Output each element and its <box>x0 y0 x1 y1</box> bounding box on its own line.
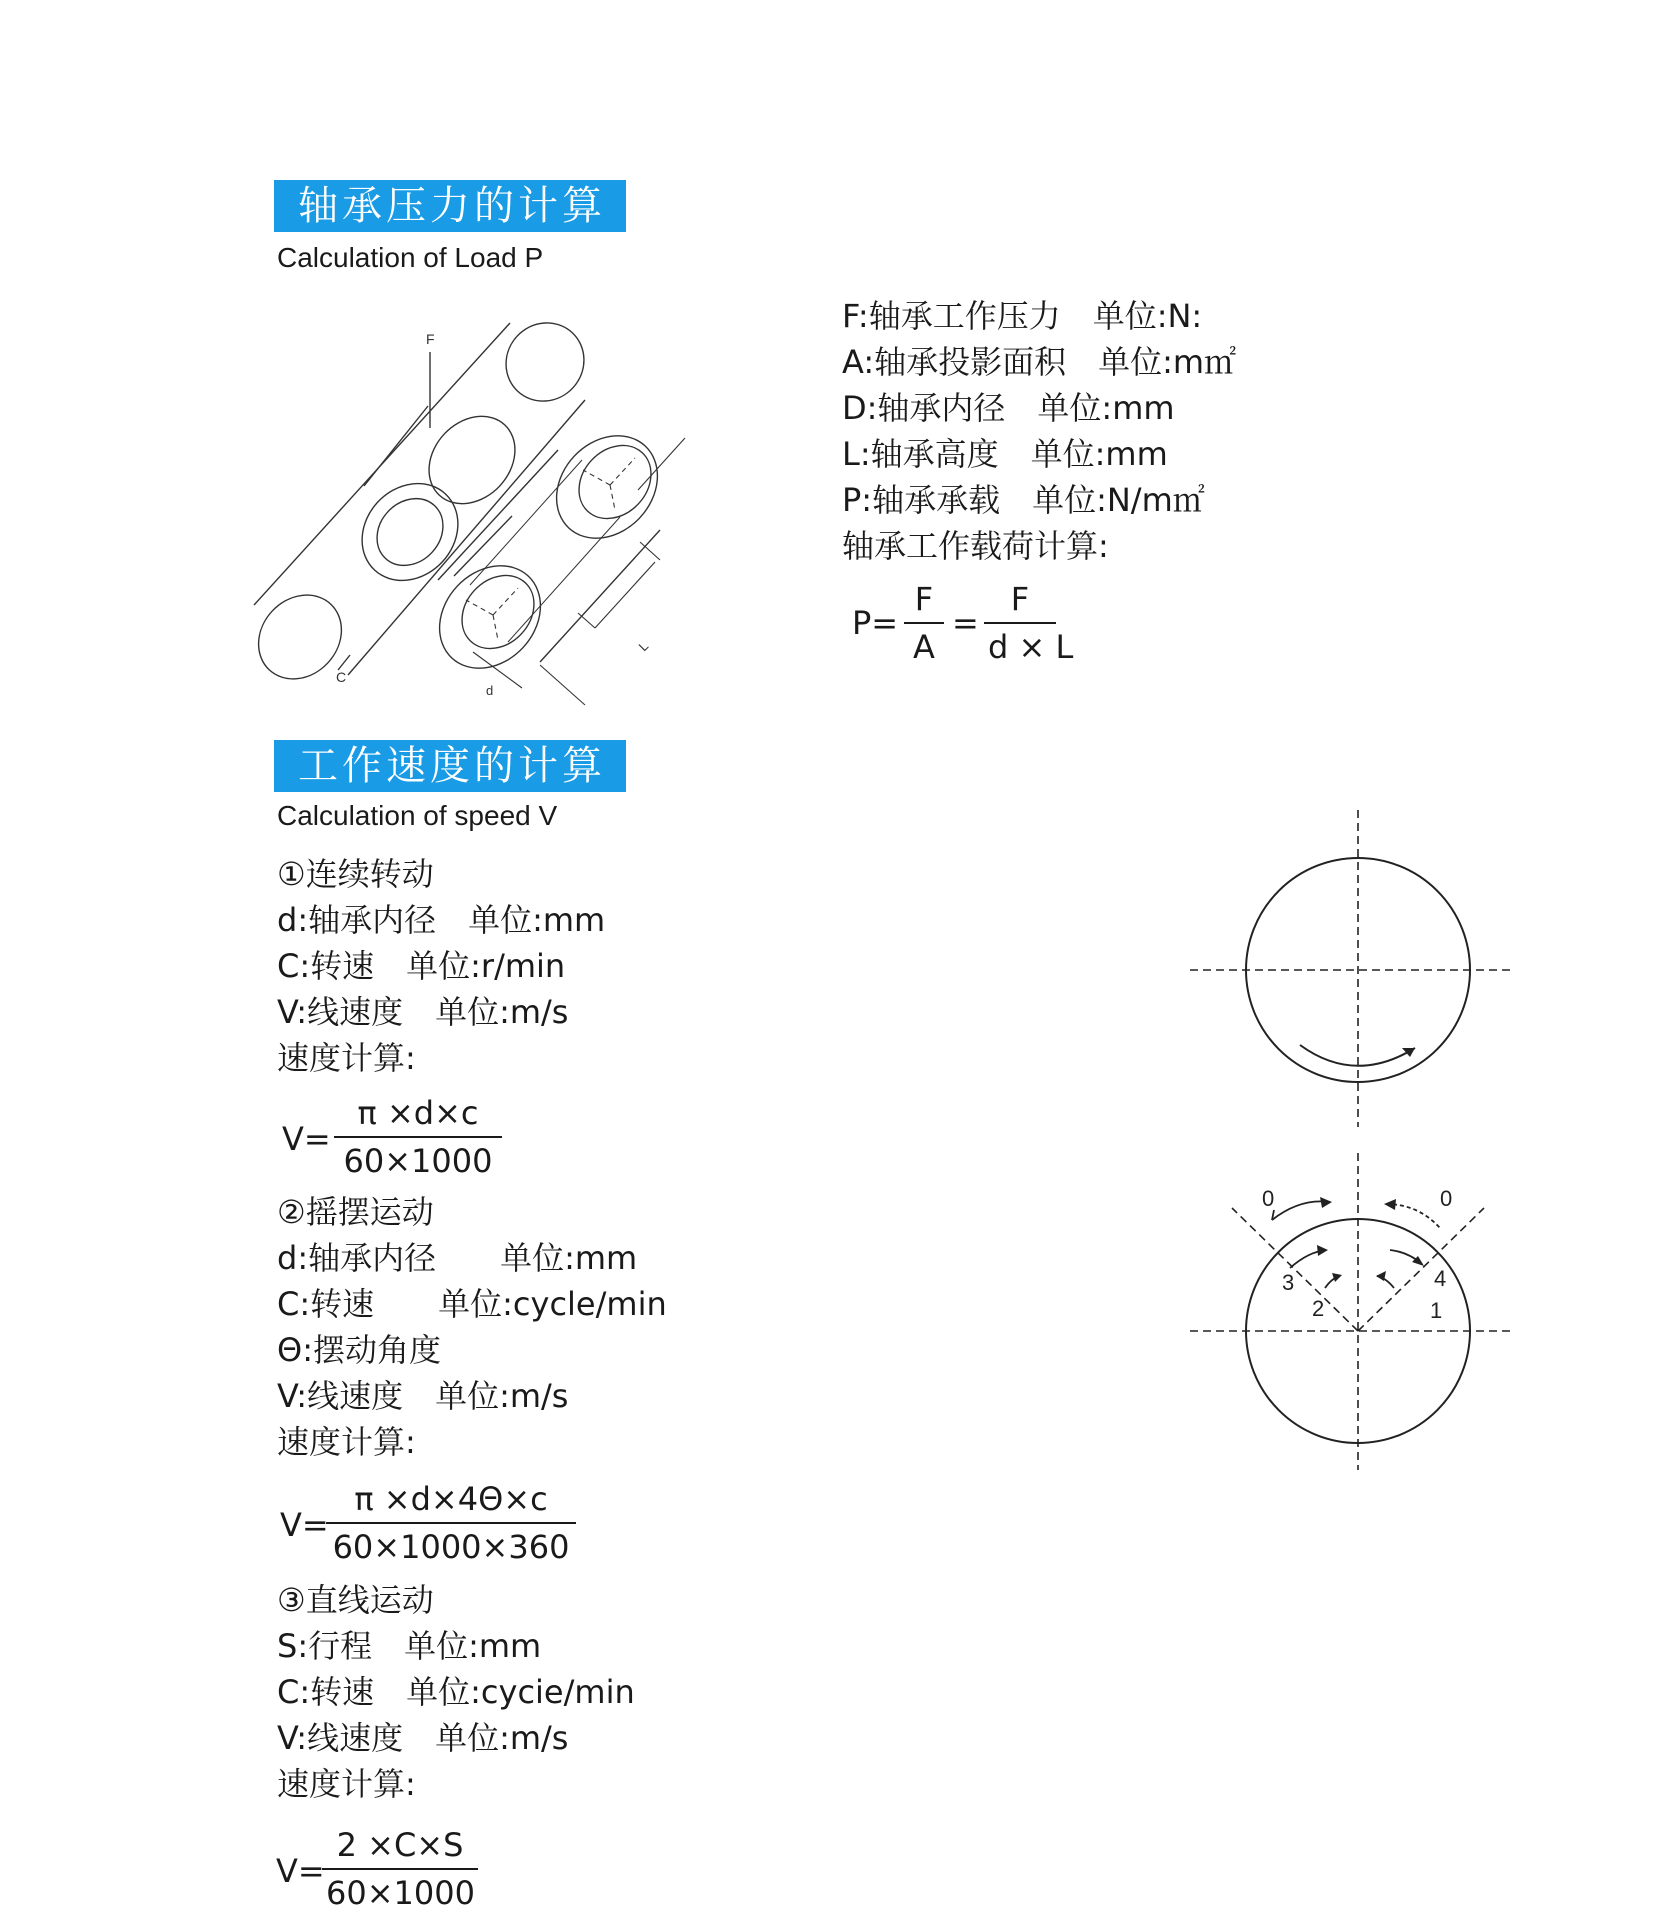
label-f: F <box>426 331 435 347</box>
swing-label-4: 4 <box>1434 1266 1447 1291</box>
formula-load-frac2-den: d × L <box>988 628 1074 666</box>
section-subtitle-speed: Calculation of speed V <box>277 800 558 831</box>
label-c-leader <box>338 655 350 670</box>
oscillating-line-d: d:轴承内径 单位:mm <box>277 1239 638 1277</box>
rotation-arrowhead <box>1402 1048 1415 1057</box>
def-p: P:轴承承载 单位:N/m㎡ <box>842 481 1205 519</box>
continuous-line-d: d:轴承内径 单位:mm <box>277 901 606 939</box>
formula-oscillating-frac <box>326 1480 576 1566</box>
formula-load-frac1-num: F <box>904 580 944 624</box>
swing-label-1: 1 <box>1430 1298 1443 1323</box>
formula-linear-den: 60×1000 <box>326 1874 475 1912</box>
oscillating-heading: ②摇摆运动 <box>277 1193 434 1231</box>
formula-continuous-frac <box>334 1094 502 1180</box>
section-title-load: 轴承压力的计算 <box>274 180 626 232</box>
section-title-speed: 工作速度的计算 <box>274 740 626 792</box>
def-a: A:轴承投影面积 单位:m㎡ <box>842 343 1237 381</box>
formula-linear-lhs: V= <box>276 1852 325 1890</box>
formula-load-frac1-den: A <box>913 628 935 666</box>
label-l: L <box>635 638 652 655</box>
oscillating-line-v: V:线速度 单位:m/s <box>277 1377 569 1415</box>
continuous-line-c: C:转速 单位:r/min <box>277 947 566 985</box>
swing-diagram <box>1180 1148 1520 1478</box>
swing-left-diagonal <box>1232 1208 1358 1331</box>
formula-load-frac2 <box>984 580 1074 666</box>
label-d: d <box>486 683 494 698</box>
swing-label-0-right: 0 <box>1440 1186 1453 1211</box>
formula-continuous-num: π ×d×c <box>334 1094 502 1138</box>
linear-line-calc: 速度计算: <box>277 1765 416 1803</box>
formula-load-frac2-num: F <box>984 580 1056 624</box>
bushing-on-shaft <box>342 399 532 600</box>
def-d: D:轴承内径 单位:mm <box>842 389 1175 427</box>
swing-label-2: 2 <box>1312 1296 1325 1321</box>
formula-oscillating-lhs: V= <box>280 1506 329 1544</box>
oscillating-line-calc: 速度计算: <box>277 1423 416 1461</box>
shaft <box>242 310 601 696</box>
outer-arrow-left <box>1272 1201 1330 1220</box>
oscillating-line-c: C:转速 单位:cycle/min <box>277 1285 667 1323</box>
oscillating-line-theta: Θ:摆动角度 <box>277 1331 441 1369</box>
continuous-line-calc: 速度计算: <box>277 1039 416 1077</box>
swing-label-0-left: 0 <box>1262 1186 1275 1211</box>
continuous-rotation-diagram <box>1180 805 1520 1135</box>
continuous-line-v: V:线速度 单位:m/s <box>277 993 569 1031</box>
formula-load-eq: = <box>952 604 979 642</box>
linear-heading: ③直线运动 <box>277 1581 434 1619</box>
formula-linear-num: 2 ×C×S <box>322 1826 478 1870</box>
section-subtitle-load: Calculation of Load P <box>277 242 544 273</box>
def-f: F:轴承工作压力 单位:N: <box>842 297 1203 335</box>
bearing-load-diagram <box>240 310 700 720</box>
swing-label-3: 3 <box>1282 1270 1295 1295</box>
linear-line-c: C:转速 单位:cycie/min <box>277 1673 635 1711</box>
def-l: L:轴承高度 单位:mm <box>842 435 1168 473</box>
formula-oscillating-den: 60×1000×360 <box>332 1528 570 1566</box>
label-c: C <box>336 669 347 685</box>
formula-continuous-lhs: V= <box>282 1120 331 1158</box>
formula-continuous-den: 60×1000 <box>343 1142 493 1180</box>
linear-line-v: V:线速度 单位:m/s <box>277 1719 569 1757</box>
continuous-heading: ①连续转动 <box>277 855 434 893</box>
def-load-calc: 轴承工作载荷计算: <box>842 527 1109 565</box>
formula-oscillating-num: π ×d×4Θ×c <box>326 1480 576 1524</box>
formula-linear-frac <box>322 1826 478 1912</box>
linear-line-s: S:行程 单位:mm <box>277 1627 542 1665</box>
swing-right-diagonal <box>1358 1208 1484 1331</box>
formula-load-lhs: P= <box>852 604 899 642</box>
formula-load-frac1 <box>904 580 944 666</box>
